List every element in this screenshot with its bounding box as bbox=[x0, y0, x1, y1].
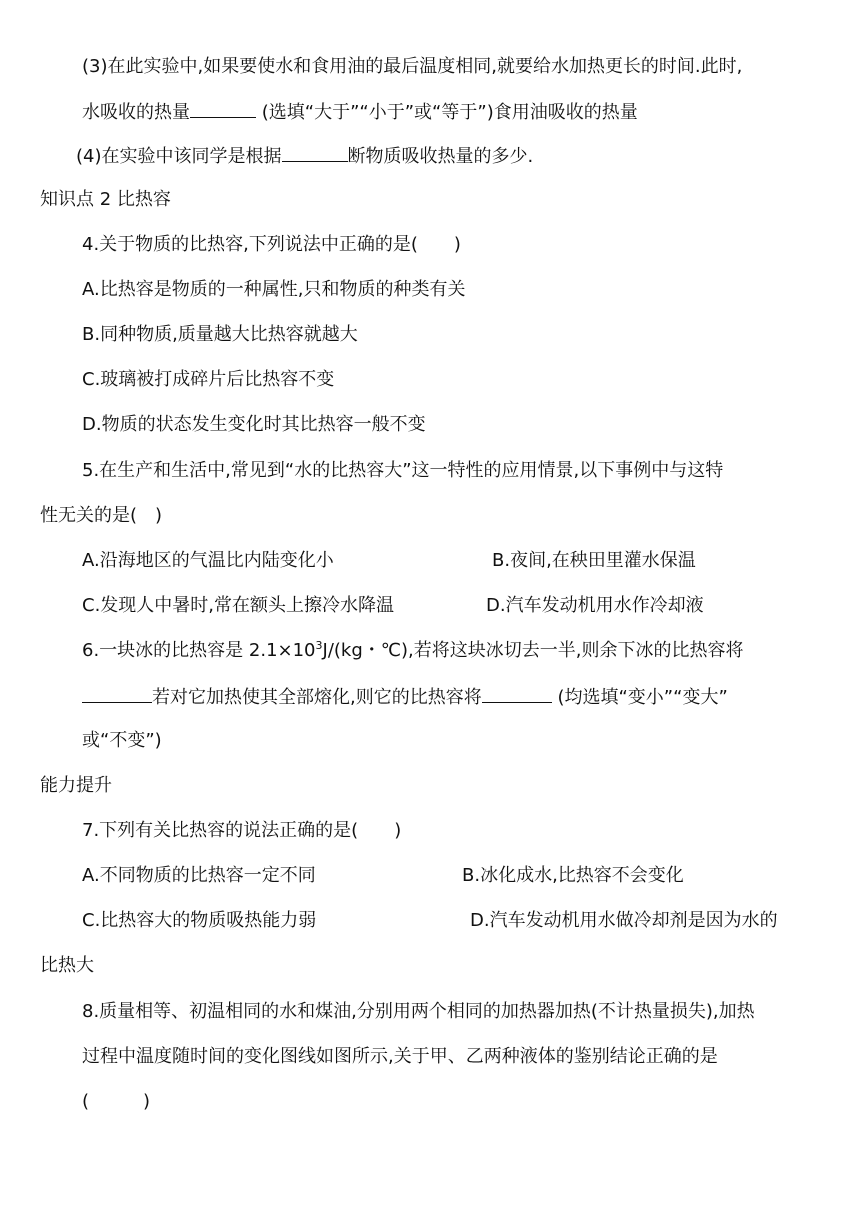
option-7b: B.冰化成水,比热容不会变化 bbox=[462, 865, 684, 886]
option-5a: A.沿海地区的气温比内陆变化小 bbox=[82, 550, 334, 571]
option-4d: D.物质的状态发生变化时其比热容一般不变 bbox=[82, 414, 426, 435]
q4-text-a: (4)在实验中该同学是根据 bbox=[76, 146, 282, 167]
answer-blank[interactable] bbox=[190, 99, 256, 118]
q3-line2 bbox=[82, 99, 638, 123]
question-4-stem: 4.关于物质的比热容,下列说法中正确的是( ) bbox=[82, 234, 461, 255]
q3-line1: (3)在此实验中,如果要使水和食用油的最后温度相同,就要给水加热更长的时间.此时, bbox=[82, 56, 743, 77]
answer-blank[interactable] bbox=[482, 684, 552, 703]
option-7c: C.比热容大的物质吸热能力弱 bbox=[82, 910, 317, 931]
q6-text-c: 若对它加热使其全部熔化,则它的比热容将 bbox=[152, 687, 482, 708]
q4-text-b: 断物质吸收热量的多少. bbox=[347, 146, 534, 167]
q3-text-b: (选填“大于”“小于”或“等于”)食用油吸收的热量 bbox=[256, 102, 638, 123]
question-8-line2: 过程中温度随时间的变化图线如图所示,关于甲、乙两种液体的鉴别结论正确的是 bbox=[82, 1046, 718, 1067]
question-6-line3: 或“不变”) bbox=[82, 730, 162, 751]
option-5c: C.发现人中暑时,常在额头上擦冷水降温 bbox=[82, 595, 395, 616]
option-7d: D.汽车发动机用水做冷却剂是因为水的 bbox=[470, 910, 778, 931]
option-4c: C.玻璃被打成碎片后比热容不变 bbox=[82, 369, 335, 390]
question-6-line1 bbox=[82, 639, 743, 663]
question-6-line2 bbox=[82, 684, 728, 708]
q3-text-a: 水吸收的热量 bbox=[82, 102, 190, 123]
section-title: 知识点 2 比热容 bbox=[40, 189, 171, 210]
answer-blank[interactable] bbox=[282, 143, 348, 162]
option-5d: D.汽车发动机用水作冷却液 bbox=[486, 595, 704, 616]
question-5-stem-cont: 性无关的是( ) bbox=[40, 505, 163, 526]
q6-superscript: 3 bbox=[315, 639, 323, 652]
answer-blank[interactable] bbox=[82, 684, 152, 703]
option-7a: A.不同物质的比热容一定不同 bbox=[82, 865, 316, 886]
option-5b: B.夜间,在秧田里灌水保温 bbox=[492, 550, 696, 571]
q6-text-b: J/(kg・℃),若将这块冰切去一半,则余下冰的比热容将 bbox=[322, 640, 744, 661]
q6-text-d: (均选填“变小”“变大” bbox=[551, 687, 728, 708]
question-5-stem: 5.在生产和生活中,常见到“水的比热容大”这一特性的应用情景,以下事例中与这特 bbox=[82, 460, 724, 481]
option-4b: B.同种物质,质量越大比热容就越大 bbox=[82, 324, 358, 345]
q4-line bbox=[76, 143, 533, 167]
q6-text-a: 6.一块冰的比热容是 2.1×10 bbox=[82, 640, 316, 661]
option-4a: A.比热容是物质的一种属性,只和物质的种类有关 bbox=[82, 279, 466, 300]
question-7-stem: 7.下列有关比热容的说法正确的是( ) bbox=[82, 820, 402, 841]
option-7d-cont: 比热大 bbox=[40, 955, 94, 976]
question-8-line1: 8.质量相等、初温相同的水和煤油,分别用两个相同的加热器加热(不计热量损失),加热 bbox=[82, 1001, 755, 1022]
section-title: 能力提升 bbox=[40, 775, 112, 796]
question-8-line3: ( ) bbox=[82, 1091, 151, 1112]
